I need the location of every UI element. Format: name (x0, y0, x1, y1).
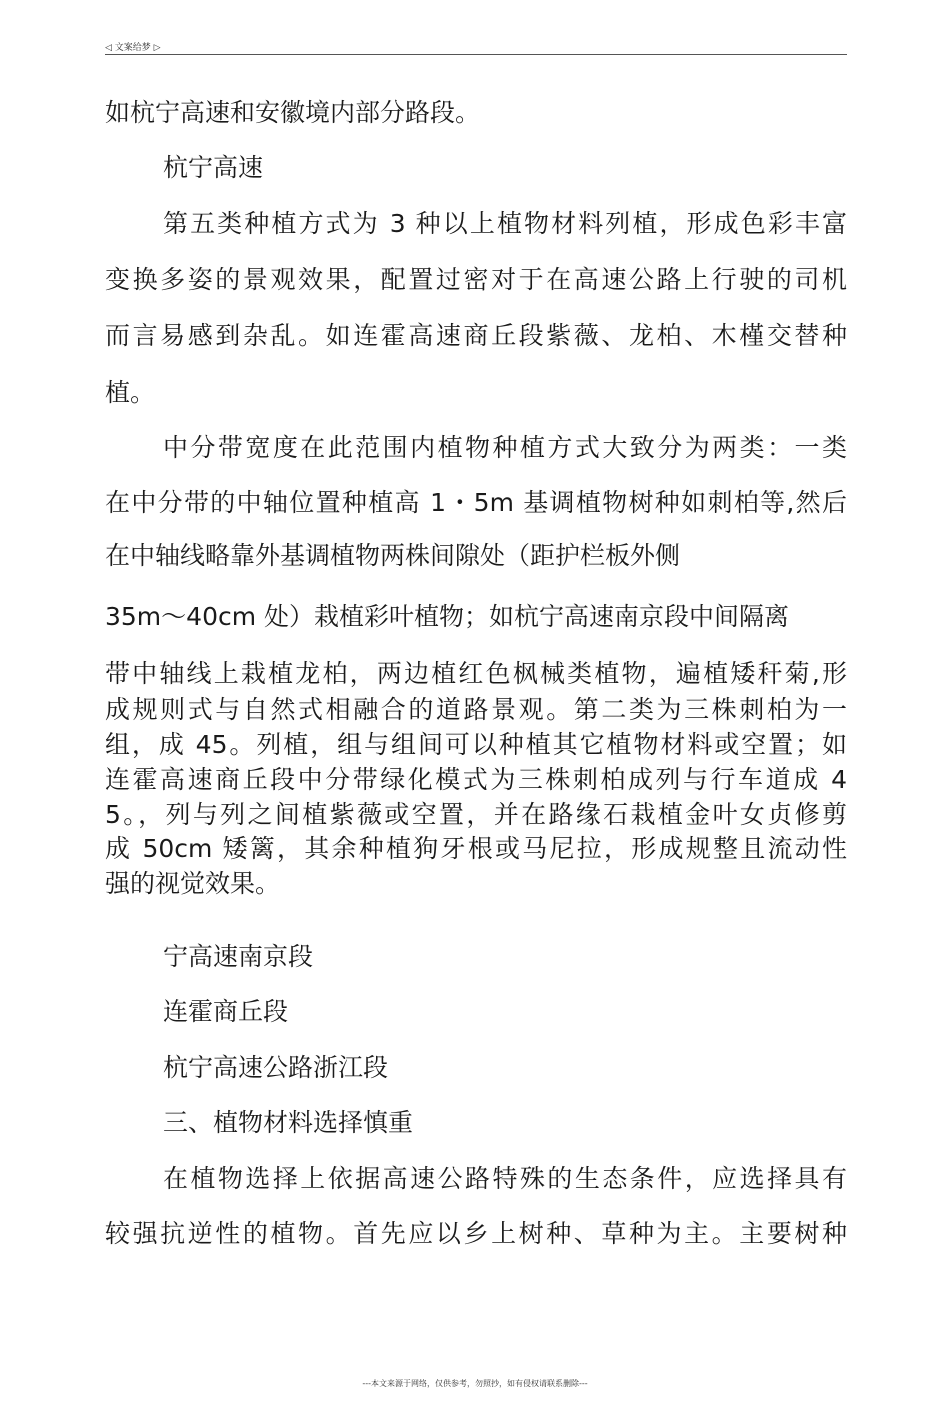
paragraph-line: 第五类种植方式为 3 种以上植物材料列植，形成色彩丰富 (163, 209, 847, 238)
paragraph-line: 变换多姿的景观效果，配置过密对于在高速公路上行驶的司机 (105, 265, 847, 294)
paragraph-line: 35m〜40cm 处）栽植彩叶植物；如杭宁高速南京段中间隔离 (105, 602, 790, 631)
paragraph-line: 在植物选择上依据高速公路特殊的生态条件，应选择具有 (163, 1164, 847, 1193)
subheading: 连霍商丘段 (163, 997, 289, 1026)
paragraph-line: 而言易感到杂乱。如连霍高速商丘段紫薇、龙柏、木槿交替种 (105, 321, 847, 350)
paragraph-line: 强的视觉效果。 (105, 869, 281, 898)
paragraph-line: 中分带宽度在此范围内植物种植方式大致分为两类：一类 (163, 433, 847, 462)
paragraph-line: 植。 (105, 378, 156, 407)
paragraph-line: 在中轴线略靠外基调植物两株间隙处（距护栏板外侧 (105, 541, 681, 570)
paragraph-line: 如杭宁高速和安徽境内部分路段。 (105, 98, 481, 127)
subheading: 宁高速南京段 (163, 942, 314, 971)
paragraph-line: 带中轴线上栽植龙柏，两边植红色枫械类植物，遍植矮秆菊,形 (105, 659, 847, 688)
paragraph-line: 5。，列与列之间植紫薇或空置，并在路缘石栽植金叶女贞修剪 (105, 800, 847, 829)
page-header (105, 38, 847, 55)
paragraph-line: 组，成 45。列植，组与组间可以种植其它植物材料或空置；如 (105, 730, 847, 759)
subheading: 杭宁高速 (163, 153, 264, 182)
section-heading: 三、植物材料选择慎重 (163, 1108, 414, 1137)
page-footer: ---本文来源于网络，仅供参考，勿照抄，如有侵权请联系删除--- (362, 1379, 588, 1388)
paragraph-line: 较强抗逆性的植物。首先应以乡上树种、草种为主。主要树种 (105, 1219, 847, 1248)
paragraph-line: 成 50cm 矮篱，其余种植狗牙根或马尼拉，形成规整且流动性 (105, 834, 847, 863)
paragraph-line: 成规则式与自然式相融合的道路景观。第二类为三株刺柏为一 (105, 695, 847, 724)
paragraph-line: 连霍高速商丘段中分带绿化模式为三株刺柏成列与行车道成 4 (105, 765, 847, 794)
header-text: ◁ 文案给梦 ▷ (105, 43, 161, 53)
subheading: 杭宁高速公路浙江段 (163, 1053, 389, 1082)
paragraph-line: 在中分带的中轴位置种植高 1・5m 基调植物树种如刺柏等,然后 (105, 488, 847, 517)
